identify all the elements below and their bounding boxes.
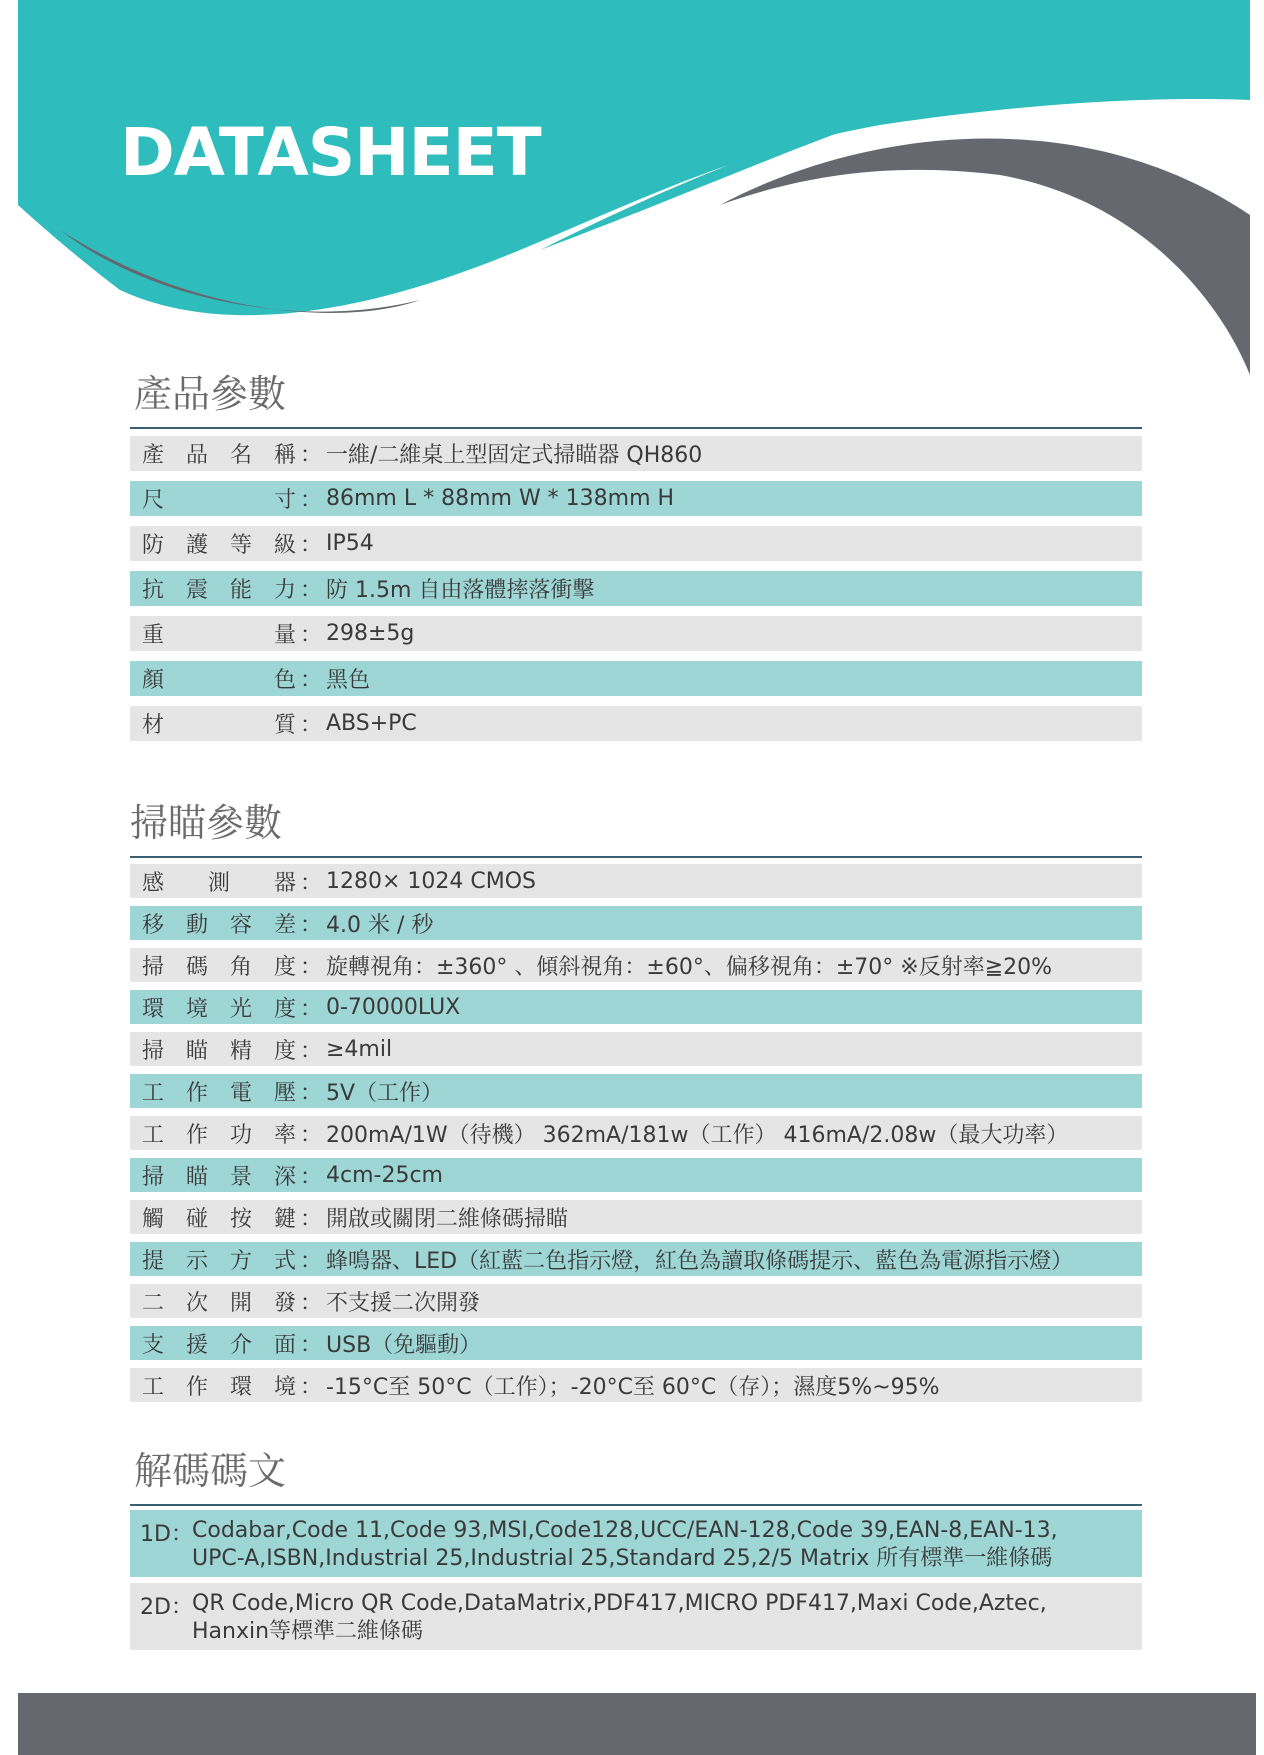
- grey-swoosh-top: [720, 139, 1250, 375]
- row-label: [130, 663, 296, 694]
- scan-row: [130, 1284, 1142, 1318]
- decode-table: [130, 1510, 1142, 1656]
- scan-row: [130, 990, 1142, 1024]
- product-row: [130, 661, 1142, 696]
- scan-row: [130, 1032, 1142, 1066]
- product-row: [130, 436, 1142, 471]
- row-label: [130, 1034, 296, 1065]
- product-row: [130, 571, 1142, 606]
- row-label: [130, 1370, 296, 1401]
- row-colon: ：: [299, 954, 322, 980]
- row-label: [130, 866, 296, 897]
- product-rule: [130, 427, 1142, 429]
- label-char: 動: [185, 912, 208, 938]
- decode-line: Hanxin等標準二維條碼: [192, 1619, 424, 1644]
- label-char: 尺: [142, 488, 165, 513]
- label-char: 觸: [142, 1206, 165, 1232]
- scan-row: [130, 906, 1142, 940]
- row-value: 蜂鳴器、LED（紅藍二色指示燈，紅色為讀取條碼提示、藍色為電源指示燈）: [326, 1248, 1074, 1274]
- label-char: 援: [185, 1332, 208, 1358]
- label-char: 度: [273, 1038, 296, 1064]
- label-char: 工: [142, 1122, 165, 1148]
- label-char: 瞄: [185, 1164, 208, 1190]
- decode-heading: 解碼碼文: [134, 1449, 287, 1493]
- label-char: 按: [229, 1206, 252, 1232]
- label-char: 作: [185, 1122, 208, 1148]
- row-value: 1280× 1024 CMOS: [326, 868, 537, 894]
- row-colon: ：: [299, 1164, 322, 1190]
- row-value: 黑色: [326, 668, 371, 693]
- label-char: 環: [142, 996, 165, 1022]
- label-char: 作: [185, 1374, 208, 1400]
- row-value: 4cm-25cm: [326, 1162, 443, 1188]
- label-char: 角: [229, 954, 252, 980]
- row-label: [130, 908, 296, 939]
- row-value: 86mm L * 88mm W * 138mm H: [326, 486, 675, 511]
- row-colon: ：: [299, 996, 322, 1022]
- label-char: 度: [273, 996, 296, 1022]
- scan-row: [130, 1158, 1142, 1192]
- scan-row: [130, 1074, 1142, 1108]
- label-char: 碰: [185, 1206, 208, 1232]
- label-char: 發: [273, 1290, 296, 1316]
- label-char: 碼: [185, 954, 208, 980]
- label-char: 光: [229, 996, 252, 1022]
- scan-rule: [130, 856, 1142, 858]
- label-char: 差: [273, 912, 296, 938]
- label-char: 介: [229, 1332, 252, 1358]
- row-value: ABS+PC: [326, 711, 417, 736]
- row-colon: ：: [299, 488, 322, 513]
- row-colon: ：: [299, 713, 322, 738]
- label-char: 掃: [142, 1164, 165, 1190]
- row-label: [130, 1328, 296, 1359]
- label-char: 作: [185, 1080, 208, 1106]
- row-value: 開啟或關閉二維條碼掃瞄: [326, 1206, 569, 1232]
- row-colon: ：: [299, 1248, 322, 1274]
- label-char: 質: [273, 713, 296, 738]
- label-char: 二: [142, 1290, 165, 1316]
- product-row: [130, 616, 1142, 651]
- label-char: 率: [273, 1122, 296, 1148]
- label-char: 色: [273, 668, 296, 693]
- label-char: 境: [185, 996, 208, 1022]
- scan-row: [130, 948, 1142, 982]
- row-label: [130, 708, 296, 739]
- label-char: 材: [142, 713, 165, 738]
- scan-row: [130, 864, 1142, 898]
- label-char: 產: [142, 443, 165, 468]
- scan-row: [130, 1242, 1142, 1276]
- row-colon: ：: [299, 578, 322, 603]
- row-colon: ：: [299, 1080, 322, 1106]
- label-char: 支: [142, 1332, 165, 1358]
- row-colon: ：: [299, 1290, 322, 1316]
- row-colon: ：: [299, 623, 322, 648]
- row-colon: ：: [299, 1038, 322, 1064]
- label-char: 開: [229, 1290, 252, 1316]
- scan-heading: 掃瞄參數: [130, 801, 283, 845]
- label-char: 景: [229, 1164, 252, 1190]
- decode-line: UPC-A,ISBN,Industrial 25,Industrial 25,Standard 25,2/5 Matrix 所有標準一維條碼: [192, 1546, 1053, 1571]
- product-row: [130, 706, 1142, 741]
- decode-row: [130, 1510, 1142, 1577]
- label-char: 護: [185, 533, 208, 558]
- row-label: [130, 1244, 296, 1275]
- row-label: [130, 992, 296, 1023]
- label-char: 提: [142, 1248, 165, 1274]
- decode-value: [192, 1517, 1142, 1573]
- row-colon: ：: [299, 1374, 322, 1400]
- label-char: 等: [229, 533, 252, 558]
- label-char: 名: [229, 443, 252, 468]
- footer-bar: [18, 1693, 1256, 1755]
- row-label: [130, 1118, 296, 1149]
- product-row: [130, 526, 1142, 561]
- label-char: 稱: [273, 443, 296, 468]
- label-char: 感: [142, 870, 165, 896]
- label-char: 鍵: [273, 1206, 296, 1232]
- label-char: 瞄: [185, 1038, 208, 1064]
- label-char: 示: [185, 1248, 208, 1274]
- label-char: 掃: [142, 954, 165, 980]
- row-label: [130, 483, 296, 514]
- row-value: 5V（工作）: [326, 1080, 444, 1106]
- row-label: [130, 618, 296, 649]
- row-value: -15°C至 50°C（工作）；-20°C至 60°C（存）；濕度5%~95%: [326, 1374, 940, 1400]
- decode-label: 1D：: [140, 1522, 193, 1547]
- label-char: 容: [229, 912, 252, 938]
- scan-row: [130, 1368, 1142, 1402]
- label-char: 量: [273, 623, 296, 648]
- row-colon: ：: [299, 870, 322, 896]
- label-char: 深: [273, 1164, 296, 1190]
- row-value: 4.0 米 / 秒: [326, 912, 434, 938]
- label-char: 移: [142, 912, 165, 938]
- label-char: 面: [273, 1332, 296, 1358]
- row-colon: ：: [299, 533, 322, 558]
- row-colon: ：: [299, 443, 322, 468]
- product-row: [130, 481, 1142, 516]
- row-value: 298±5g: [326, 621, 415, 646]
- row-value: 不支援二次開發: [326, 1290, 481, 1316]
- label-char: 顏: [142, 668, 165, 693]
- decode-row: [130, 1583, 1142, 1650]
- label-char: 能: [229, 578, 252, 603]
- product-table: [130, 436, 1142, 751]
- row-label: [130, 1160, 296, 1191]
- row-label: [130, 438, 296, 469]
- label-char: 重: [142, 623, 165, 648]
- scan-row: [130, 1116, 1142, 1150]
- row-value: 200mA/1W（待機） 362mA/181w（工作） 416mA/2.08w（最大功率）: [326, 1122, 1069, 1148]
- scan-row: [130, 1326, 1142, 1360]
- row-label: [130, 528, 296, 559]
- label-char: 工: [142, 1374, 165, 1400]
- row-label: [130, 1286, 296, 1317]
- row-label: [130, 950, 296, 981]
- row-colon: ：: [299, 912, 322, 938]
- label-char: 掃: [142, 1038, 165, 1064]
- label-char: 震: [185, 578, 208, 603]
- label-char: 力: [273, 578, 296, 603]
- row-label: [130, 1202, 296, 1233]
- row-colon: ：: [299, 1206, 322, 1232]
- row-value: 一維/二維桌上型固定式掃瞄器 QH860: [326, 443, 703, 468]
- label-char: 級: [273, 533, 296, 558]
- scan-table: [130, 864, 1142, 1410]
- label-char: 環: [229, 1374, 252, 1400]
- row-colon: ：: [299, 1122, 322, 1148]
- label-char: 防: [142, 533, 165, 558]
- label-char: 式: [273, 1248, 296, 1274]
- row-value: ≥4mil: [326, 1036, 393, 1062]
- label-char: 器: [273, 870, 296, 896]
- label-char: 境: [273, 1374, 296, 1400]
- label-char: 寸: [273, 488, 296, 513]
- row-value: 防 1.5m 自由落體摔落衝擊: [326, 578, 595, 603]
- label-char: 方: [229, 1248, 252, 1274]
- label-char: 度: [273, 954, 296, 980]
- row-value: IP54: [326, 531, 374, 556]
- decode-line: QR Code,Micro QR Code,DataMatrix,PDF417,MICRO PDF417,Maxi Code,Aztec,: [192, 1591, 1047, 1616]
- label-char: 功: [229, 1122, 252, 1148]
- page-title: DATASHEET: [120, 114, 541, 191]
- row-colon: ：: [299, 668, 322, 693]
- label-char: 精: [229, 1038, 252, 1064]
- label-char: 電: [229, 1080, 252, 1106]
- label-char: 抗: [142, 578, 165, 603]
- decode-label: 2D：: [140, 1595, 193, 1620]
- row-value: 旋轉視角：±360° 、傾斜視角：±60°、偏移視角：±70° ※反射率≧20%: [326, 954, 1053, 980]
- row-value: USB（免驅動）: [326, 1332, 482, 1358]
- row-colon: ：: [299, 1332, 322, 1358]
- product-heading: 產品參數: [134, 372, 287, 416]
- decode-rule: [130, 1504, 1142, 1506]
- row-value: 0-70000LUX: [326, 994, 461, 1020]
- label-char: 品: [185, 443, 208, 468]
- decode-value: [192, 1590, 1142, 1646]
- label-char: 測: [207, 870, 230, 896]
- label-char: 工: [142, 1080, 165, 1106]
- row-label: [130, 1076, 296, 1107]
- decode-line: Codabar,Code 11,Code 93,MSI,Code128,UCC/EAN-128,Code 39,EAN-8,EAN-13,: [192, 1518, 1058, 1543]
- row-label: [130, 573, 296, 604]
- label-char: 壓: [273, 1080, 296, 1106]
- scan-row: [130, 1200, 1142, 1234]
- label-char: 次: [185, 1290, 208, 1316]
